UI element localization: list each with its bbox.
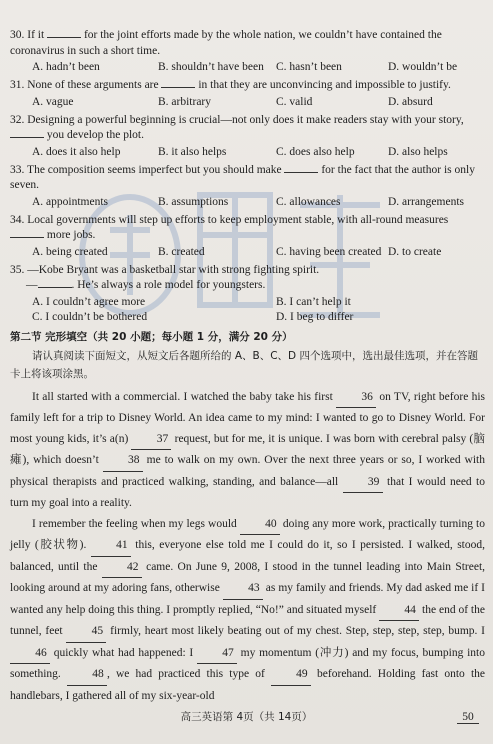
question-stem — [10, 28, 485, 59]
option-d: D. also helps — [388, 145, 448, 158]
option-c: C. does also help — [276, 145, 355, 158]
stem-text-after: for the fact that the author is only seven. — [10, 163, 475, 191]
section-instruction: 请认真阅读下面短文，从短文后各题所给的 A、B、C、D 四个选项中，选出最佳选项，并在答题卡上将该项涂黑。 — [10, 349, 478, 380]
question-number: 35. — [10, 263, 25, 276]
multiple-choice-list — [10, 28, 485, 260]
option-a: A. being created — [32, 245, 108, 258]
cloze-blank-41: 41 — [91, 535, 131, 557]
stem-text-after: you develop the plot. — [46, 129, 144, 141]
question-stem — [10, 213, 485, 244]
option-a: A. vague — [32, 95, 74, 108]
options-31 — [10, 95, 485, 110]
page-footer: 高三英语第 4页（共 14页） — [180, 711, 313, 723]
dash: — — [26, 279, 38, 291]
cloze-passage — [10, 387, 485, 707]
answer-blank — [161, 87, 195, 88]
cloze-blank-46: 46 — [10, 643, 50, 665]
blank-50: 50 — [457, 711, 479, 724]
option-c: C. valid — [276, 95, 313, 108]
option-b: B. assumptions — [158, 195, 229, 208]
option-d: D. arrangements — [388, 195, 464, 208]
option-b: B. arbitrary — [158, 95, 212, 108]
passage-paragraph-2: I remember the feeling when my legs would 40 doing any more work, practically turning to jelly (胶状物). 41 this, everyone else told me I could do it, so I persisted. I walked, stood, balanced, until the 42 came. On June 9, 2008, I stood in the tunnel leading into Main Street, looking around at my adoring fans, otherwise 43 as my family and friends. My dad asked me if I wanted any help doing this thing. I promptly replied, “No!” and situated myself 44 the end of the tunnel, feet 45 firmly, heart most likely beating out of my chest. Step, step, step, step, bump. I 46 quickly what had happened: I 47 my momentum (冲力) and my focus, bumping into something. 48 , we had practiced this type of 49 beforehand. Holding fast onto the handlebars, I gathered all of my six-year-old — [10, 514, 485, 707]
option-a: A. does it also help — [32, 145, 121, 158]
option-d: D. I beg to differ — [276, 310, 354, 323]
cloze-blank-48: 48 — [67, 664, 107, 686]
question-stem — [10, 113, 485, 144]
cloze-blank-44: 44 — [379, 600, 419, 622]
cloze-blank-36: 36 — [336, 387, 376, 409]
options-34 — [10, 245, 485, 260]
stem-text-after: in that they are unconvincing and impossible to justify. — [198, 79, 451, 91]
cloze-blank-42: 42 — [102, 557, 142, 579]
stem-text-before: Local governments will step up efforts to keep employment stable, with all-round measures — [27, 213, 449, 226]
question-number: 34. — [10, 213, 25, 226]
option-b: B. shouldn’t have been — [158, 61, 264, 73]
option-b: B. created — [158, 245, 205, 258]
option-b: B. it also helps — [158, 145, 227, 158]
question-stem — [10, 163, 485, 194]
passage-paragraph-1: It all started with a commercial. I watched the baby take his first 36 on TV, right before his family left for a trip to Disney World. An idea came to my mind: I wanted to go to Disney World. For most young kids, it’s a(n) 37 request, but for me, it is unique. I was born with cerebral palsy (脑瘫), which doesn’t 38 me to walk on my own. Over the next three years or so, I worked with physical therapists and practiced walking, standing, and balance—all 39 that I would need to turn my goal into a reality. — [10, 387, 485, 514]
answer-blank — [10, 237, 44, 238]
answer-blank — [10, 137, 44, 138]
dialogue-line-1: —Kobe Bryant was a basketball star with strong fighting spirit. — [27, 263, 320, 276]
cloze-blank-40: 40 — [240, 514, 280, 536]
option-d: D. to create — [388, 245, 442, 258]
option-c: C. hasn’t been — [276, 61, 342, 73]
options-33 — [10, 195, 485, 210]
stem-text-after: more jobs. — [46, 229, 96, 241]
question-31 — [10, 78, 485, 110]
option-a: A. I couldn’t agree more — [32, 295, 146, 308]
question-number: 32. — [10, 113, 25, 126]
stem-text-after: for the joint efforts made by the whole nation, we couldn’t have contained the coronavirus in such a short time. — [10, 29, 442, 57]
option-c: C. allowances — [276, 195, 341, 208]
option-c: C. I couldn’t be bothered — [32, 310, 148, 323]
option-c: C. having been created — [276, 245, 382, 258]
cloze-blank-38: 38 — [103, 450, 143, 472]
options-30 — [10, 60, 485, 75]
stem-text-before: The composition seems imperfect but you should make — [27, 163, 282, 176]
stem-text-before: None of these arguments are — [27, 79, 159, 91]
cloze-blank-47: 47 — [197, 643, 237, 665]
stem-text-before: Designing a powerful beginning is crucial—not only does it make readers stay with your story, — [27, 113, 464, 126]
answer-blank — [284, 172, 318, 173]
stem-text-before: If it — [27, 29, 45, 41]
option-d: D. absurd — [388, 95, 433, 108]
question-number: 31. — [10, 79, 25, 91]
question-stem — [10, 78, 485, 94]
cloze-blank-45: 45 — [66, 621, 106, 643]
cloze-blank-43: 43 — [223, 578, 263, 600]
option-a: A. appointments — [32, 195, 109, 208]
question-number: 30. — [10, 29, 25, 41]
question-number: 33. — [10, 163, 25, 176]
answer-blank — [38, 287, 72, 288]
question-35 — [10, 263, 485, 325]
option-a: A. hadn’t been — [32, 61, 100, 73]
options-32 — [10, 145, 485, 160]
option-d: D. wouldn’t be — [388, 61, 458, 73]
question-33 — [10, 163, 485, 210]
question-34 — [10, 213, 485, 260]
options-35 — [10, 295, 485, 325]
question-32 — [10, 113, 485, 160]
section-title: 第二节 完形填空（共 20 小题；每小题 1 分，满分 20 分） — [10, 330, 293, 343]
cloze-blank-39: 39 — [343, 472, 383, 494]
question-30 — [10, 28, 485, 75]
answer-blank — [47, 37, 81, 38]
dialogue-line-2: . He’s always a role model for youngsters. — [71, 279, 266, 291]
option-b: B. I can’t help it — [276, 295, 351, 308]
cloze-blank-49: 49 — [271, 664, 311, 686]
cloze-blank-37: 37 — [131, 429, 171, 451]
